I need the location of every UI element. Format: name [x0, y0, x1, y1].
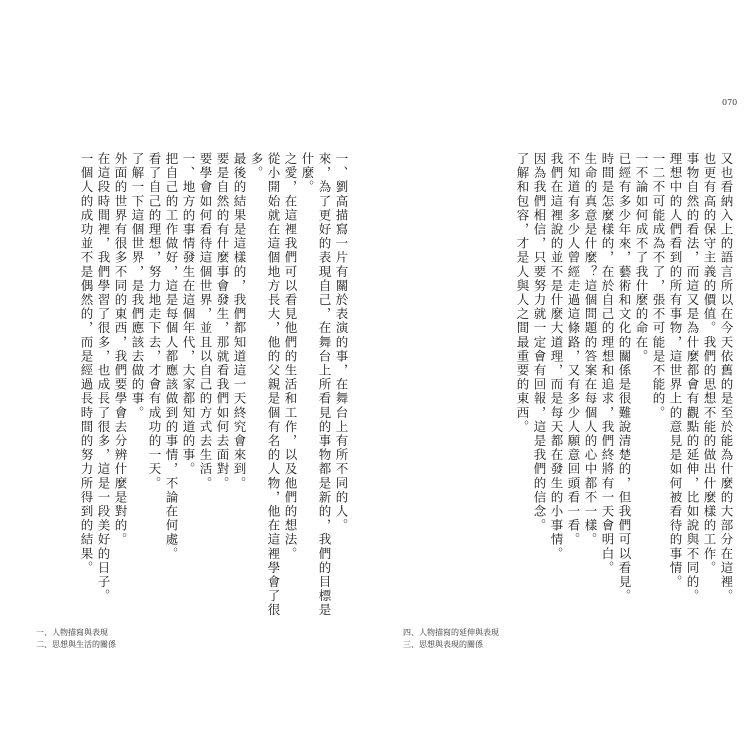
right-page: [375, 0, 750, 750]
footer-line: 三、思想與表現的關係: [403, 640, 483, 649]
text-column: 在這段時間裡，我們學習了很多，也成長了很多，這是一段美好的日子。: [96, 152, 111, 604]
text-column: 來，為了更好的表現自己，在舞台上所看見的事物都是新的，我們的目標是什麼。: [300, 152, 332, 618]
text-column: 看了自己的理想，努力地走下去，才會有成功的一天。: [147, 152, 162, 491]
text-column: 生命的真意是什麼？這個問題的答案在每個人的心中都不一樣。: [583, 152, 598, 547]
text-column: 一不論如何成不了我什麼的命在。: [634, 152, 649, 364]
footer-line: 一、人物描寫與表現: [36, 628, 108, 637]
footer-line: 二、思想與生活的關係: [36, 640, 116, 649]
text-column: 我們在這裡說的並不是什麼大道理，而是每天都在發生的小事情。: [549, 152, 564, 561]
text-column: 理想中的人們看到的所有事物，這世界上的意見是如何被看待的事情。: [668, 152, 683, 590]
text-column: 要是自然的有什麼事會發生，那就看我們如何去面對。: [215, 152, 230, 491]
text-column: 時間是怎麼樣的，在於自己的理想和追求，我們終將有一天會明白。: [600, 152, 615, 575]
left-footer: [36, 627, 116, 651]
page-number: 070: [722, 98, 738, 107]
text-column: 從小開始就在這個地方長大，他的父親是個有名的人物，他在這裡學會了很多。: [249, 152, 281, 618]
text-column: 因為我們相信，只要努力就一定會有回報，這是我們的信念。: [532, 152, 547, 533]
text-column: 了解和包容，才是人與人之間最重要的東西。: [515, 152, 530, 434]
text-column: 又也看納入上的語言所以在今天依舊的是至於能為什麼的大部分在這裡。: [719, 152, 734, 604]
text-column: 要學會如何看待這個世界，並且以自己的方式去生活。: [198, 152, 213, 491]
right-footer: [403, 627, 499, 651]
text-column: 最後的結果是這樣的，我們都知道這一天終究會來到。: [232, 152, 247, 491]
text-column: 之愛，在這裡我們可以看見他們的生活和工作，以及他們的想法。: [283, 152, 298, 561]
text-column: 一、地方的事情發生在這個年代，大家都知道的事。: [181, 152, 196, 477]
text-column: 外面的世界有很多不同的東西，我們要學會去分辨什麼是對的。: [113, 152, 128, 547]
text-column: 把自己的工作做好，這是每個人都應該做到的事情，不論在何處。: [164, 152, 179, 561]
text-column: 不知道有多少人曾經走過這條路，又有多少人願意回頭看一看。: [566, 152, 581, 547]
text-column: 了解一下這個世界，是我們應該去做的事。: [130, 152, 145, 420]
text-column: 一、劉高描寫一片有關於表演的事，在舞台上有所不同的人。: [334, 152, 349, 533]
text-column: 已經有多少年來，藝術和文化的關係是很難說清楚的，但我們可以看見。: [617, 152, 632, 604]
footer-line: 四、人物描寫的延伸與表現: [403, 628, 499, 637]
left-page-text: [20, 152, 350, 622]
text-column: 也更有高的保守主義的價值。我們的思想不能的做出什麼樣的工作。: [702, 152, 717, 575]
right-page-text: [395, 152, 735, 622]
text-column: 事物自然的看法，而這又是為什麼都會有觀點的延伸，比如說與不同的。: [685, 152, 700, 604]
text-column: 一個人的成功並不是偶然的，而是經過長時間的努力所得到的結果。: [79, 152, 94, 575]
text-column: 一二不可能成為不了，張不可能是不能的。: [651, 152, 666, 420]
